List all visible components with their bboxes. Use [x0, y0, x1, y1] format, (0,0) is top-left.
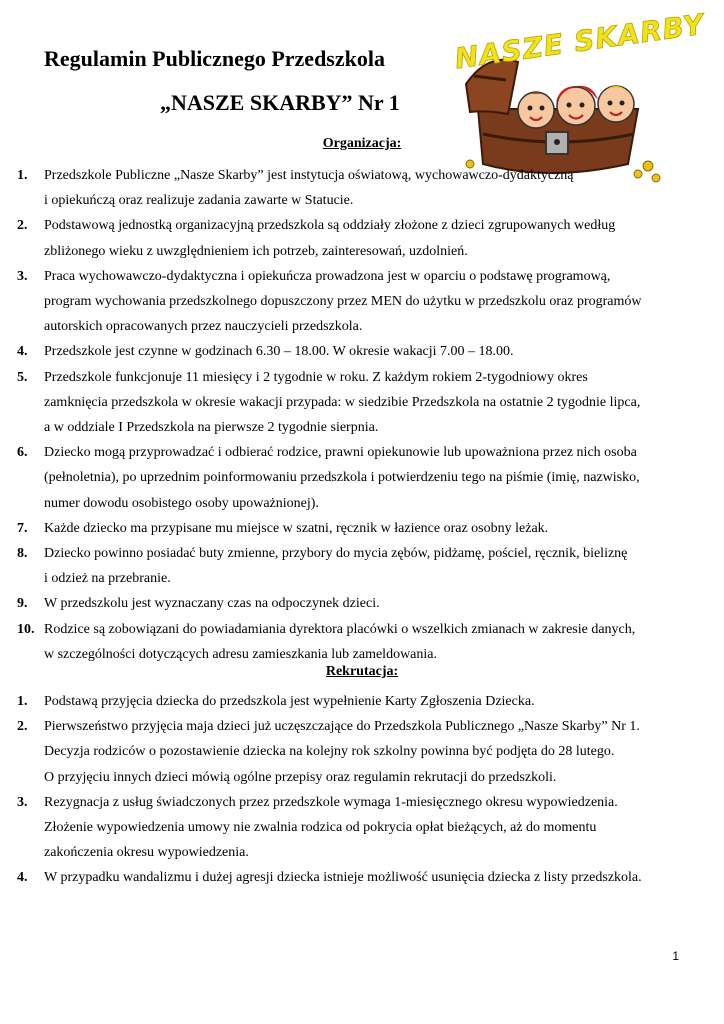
- list-item-number: 3.: [17, 268, 28, 284]
- organizacja-list: [0, 163, 724, 667]
- list-item-text: Każde dziecko ma przypisane mu miejsce w szatni, ręcznik w łazience oraz osobny leżak.: [44, 520, 549, 536]
- list-item-text: numer dowodu osobistego osoby upoważnionej).: [44, 495, 319, 511]
- section-heading-rekrutacja: Rekrutacja:: [325, 664, 399, 679]
- list-item-text: program wychowania przedszkolnego dopuszczony przez MEN do użytku w przedszkolu oraz programów: [44, 294, 642, 310]
- list-item-text: w szczególności dotyczących adresu zamieszkania lub zameldowania.: [44, 646, 437, 662]
- list-item-text: zbliżonego wieku z uwzględnieniem ich potrzeb, zainteresowań, uzdolnień.: [44, 243, 468, 259]
- list-item-number: 5.: [17, 369, 28, 385]
- list-item: [0, 865, 724, 890]
- list-item: [0, 617, 724, 667]
- list-item-text: Podstawową jednostką organizacyjną przedszkola są oddziały złożone z dzieci zgrupowanych według: [44, 218, 616, 234]
- list-item-text: Dziecko mogą przyprowadzać i odbierać rodzice, prawni opiekunowie lub upoważniona przez nich osoba: [44, 445, 637, 461]
- list-item-text: Pierwszeństwo przyjęcia maja dzieci już uczęszczające do Przedszkola Publicznego „Nasze Skarby” Nr 1.: [44, 719, 640, 735]
- list-item: [0, 689, 724, 714]
- list-item-text: i odzież na przebranie.: [44, 571, 171, 587]
- list-item: [0, 440, 724, 516]
- list-item-text: a w oddziale I Przedszkola na pierwsze 2 tygodnie sierpnia.: [44, 420, 379, 436]
- list-item-text: Przedszkole funkcjonuje 11 miesięcy i 2 tygodnie w roku. Z każdym rokiem 2-tygodniowy okres: [44, 369, 588, 385]
- svg-text:NASZE SKARBY: NASZE SKARBY: [452, 7, 707, 76]
- list-item-text: Dziecko powinno posiadać buty zmienne, przybory do mycia zębów, pidżamę, pościel, ręcznik, bieliznę: [44, 546, 628, 562]
- list-item: [0, 339, 724, 364]
- list-item-number: 10.: [17, 621, 35, 637]
- list-item-text: Praca wychowawczo-dydaktyczna i opiekuńcza prowadzona jest w oparciu o podstawę programową,: [44, 268, 611, 284]
- rekrutacja-list: [0, 689, 724, 891]
- list-item-number: 6.: [17, 445, 28, 461]
- list-item-number: 3.: [17, 794, 28, 810]
- list-item-text: Złożenie wypowiedzenia umowy nie zwalnia rodzica od pokrycia opłat bieżących, aż do momentu: [44, 820, 597, 836]
- list-item-text: zakończenia okresu wypowiedzenia.: [44, 845, 249, 861]
- list-item-text: Rodzice są zobowiązani do powiadamiania dyrektora placówki o wszelkich zmianach w zakresie danych,: [44, 621, 636, 637]
- list-item-number: 2.: [17, 218, 28, 234]
- list-item-text: Podstawą przyjęcia dziecka do przedszkola jest wypełnienie Karty Zgłoszenia Dziecka.: [44, 694, 535, 709]
- list-item: [0, 790, 724, 866]
- list-item: [0, 163, 724, 213]
- list-item-number: 9.: [17, 596, 28, 612]
- list-item-text: Rezygnacja z usług świadczonych przez przedszkole wymaga 1-miesięcznego okresu wypowiedzenia.: [44, 794, 618, 810]
- list-item-text: autorskich opracowanych przez nauczycieli przedszkola.: [44, 319, 363, 335]
- list-item: [0, 541, 724, 591]
- page-number: 1: [672, 949, 679, 963]
- list-item: [0, 591, 724, 616]
- list-item-number: 8.: [17, 546, 28, 562]
- list-item: [0, 264, 724, 340]
- list-item-number: 2.: [17, 719, 28, 735]
- list-item: [0, 365, 724, 441]
- list-item-text: Przedszkole jest czynne w godzinach 6.30 – 18.00. W okresie wakacji 7.00 – 18.00.: [44, 344, 514, 360]
- list-item-text: Przedszkole Publiczne „Nasze Skarby” jest instytucja oświatową, wychowawczo-dydaktyczną: [44, 168, 574, 183]
- section-heading-organizacja: Organizacja:: [322, 136, 402, 151]
- list-item: [0, 516, 724, 541]
- list-item-number: 7.: [17, 520, 28, 536]
- list-item: [0, 714, 724, 790]
- page-subtitle: „NASZE SKARBY” Nr 1: [160, 90, 400, 115]
- list-item-number: 1.: [17, 168, 28, 183]
- list-item-text: (pełnoletnia), po uprzednim poinformowaniu przedszkola i potwierdzeniu tego na piśmie (imię, nazwisko,: [44, 470, 640, 486]
- list-item-number: 4.: [17, 870, 28, 886]
- list-item-number: 1.: [17, 694, 28, 709]
- page-title: Regulamin Publicznego Przedszkola: [44, 46, 385, 71]
- list-item-text: W przypadku wandalizmu i dużej agresji dziecka istnieje możliwość usunięcia dziecka z listy przedszkola.: [44, 870, 642, 886]
- list-item-text: Decyzja rodziców o pozostawienie dziecka na kolejny rok szkolny powinna być podjęta do 28 lutego.: [44, 744, 615, 760]
- list-item-number: 4.: [17, 344, 28, 360]
- list-item-text: zamknięcia przedszkola w okresie wakacji przypada: w siedzibie Przedszkola na ostatnie 2 tygodnie lipca,: [44, 394, 641, 410]
- list-item-text: W przedszkolu jest wyznaczany czas na odpoczynek dzieci.: [44, 596, 380, 612]
- list-item-text: i opiekuńczą oraz realizuje zadania zawarte w Statucie.: [44, 193, 354, 209]
- list-item: [0, 213, 724, 263]
- list-item-text: O przyjęciu innych dzieci mówią ogólne przepisy oraz regulamin rekrutacji do przedszkoli.: [44, 769, 557, 785]
